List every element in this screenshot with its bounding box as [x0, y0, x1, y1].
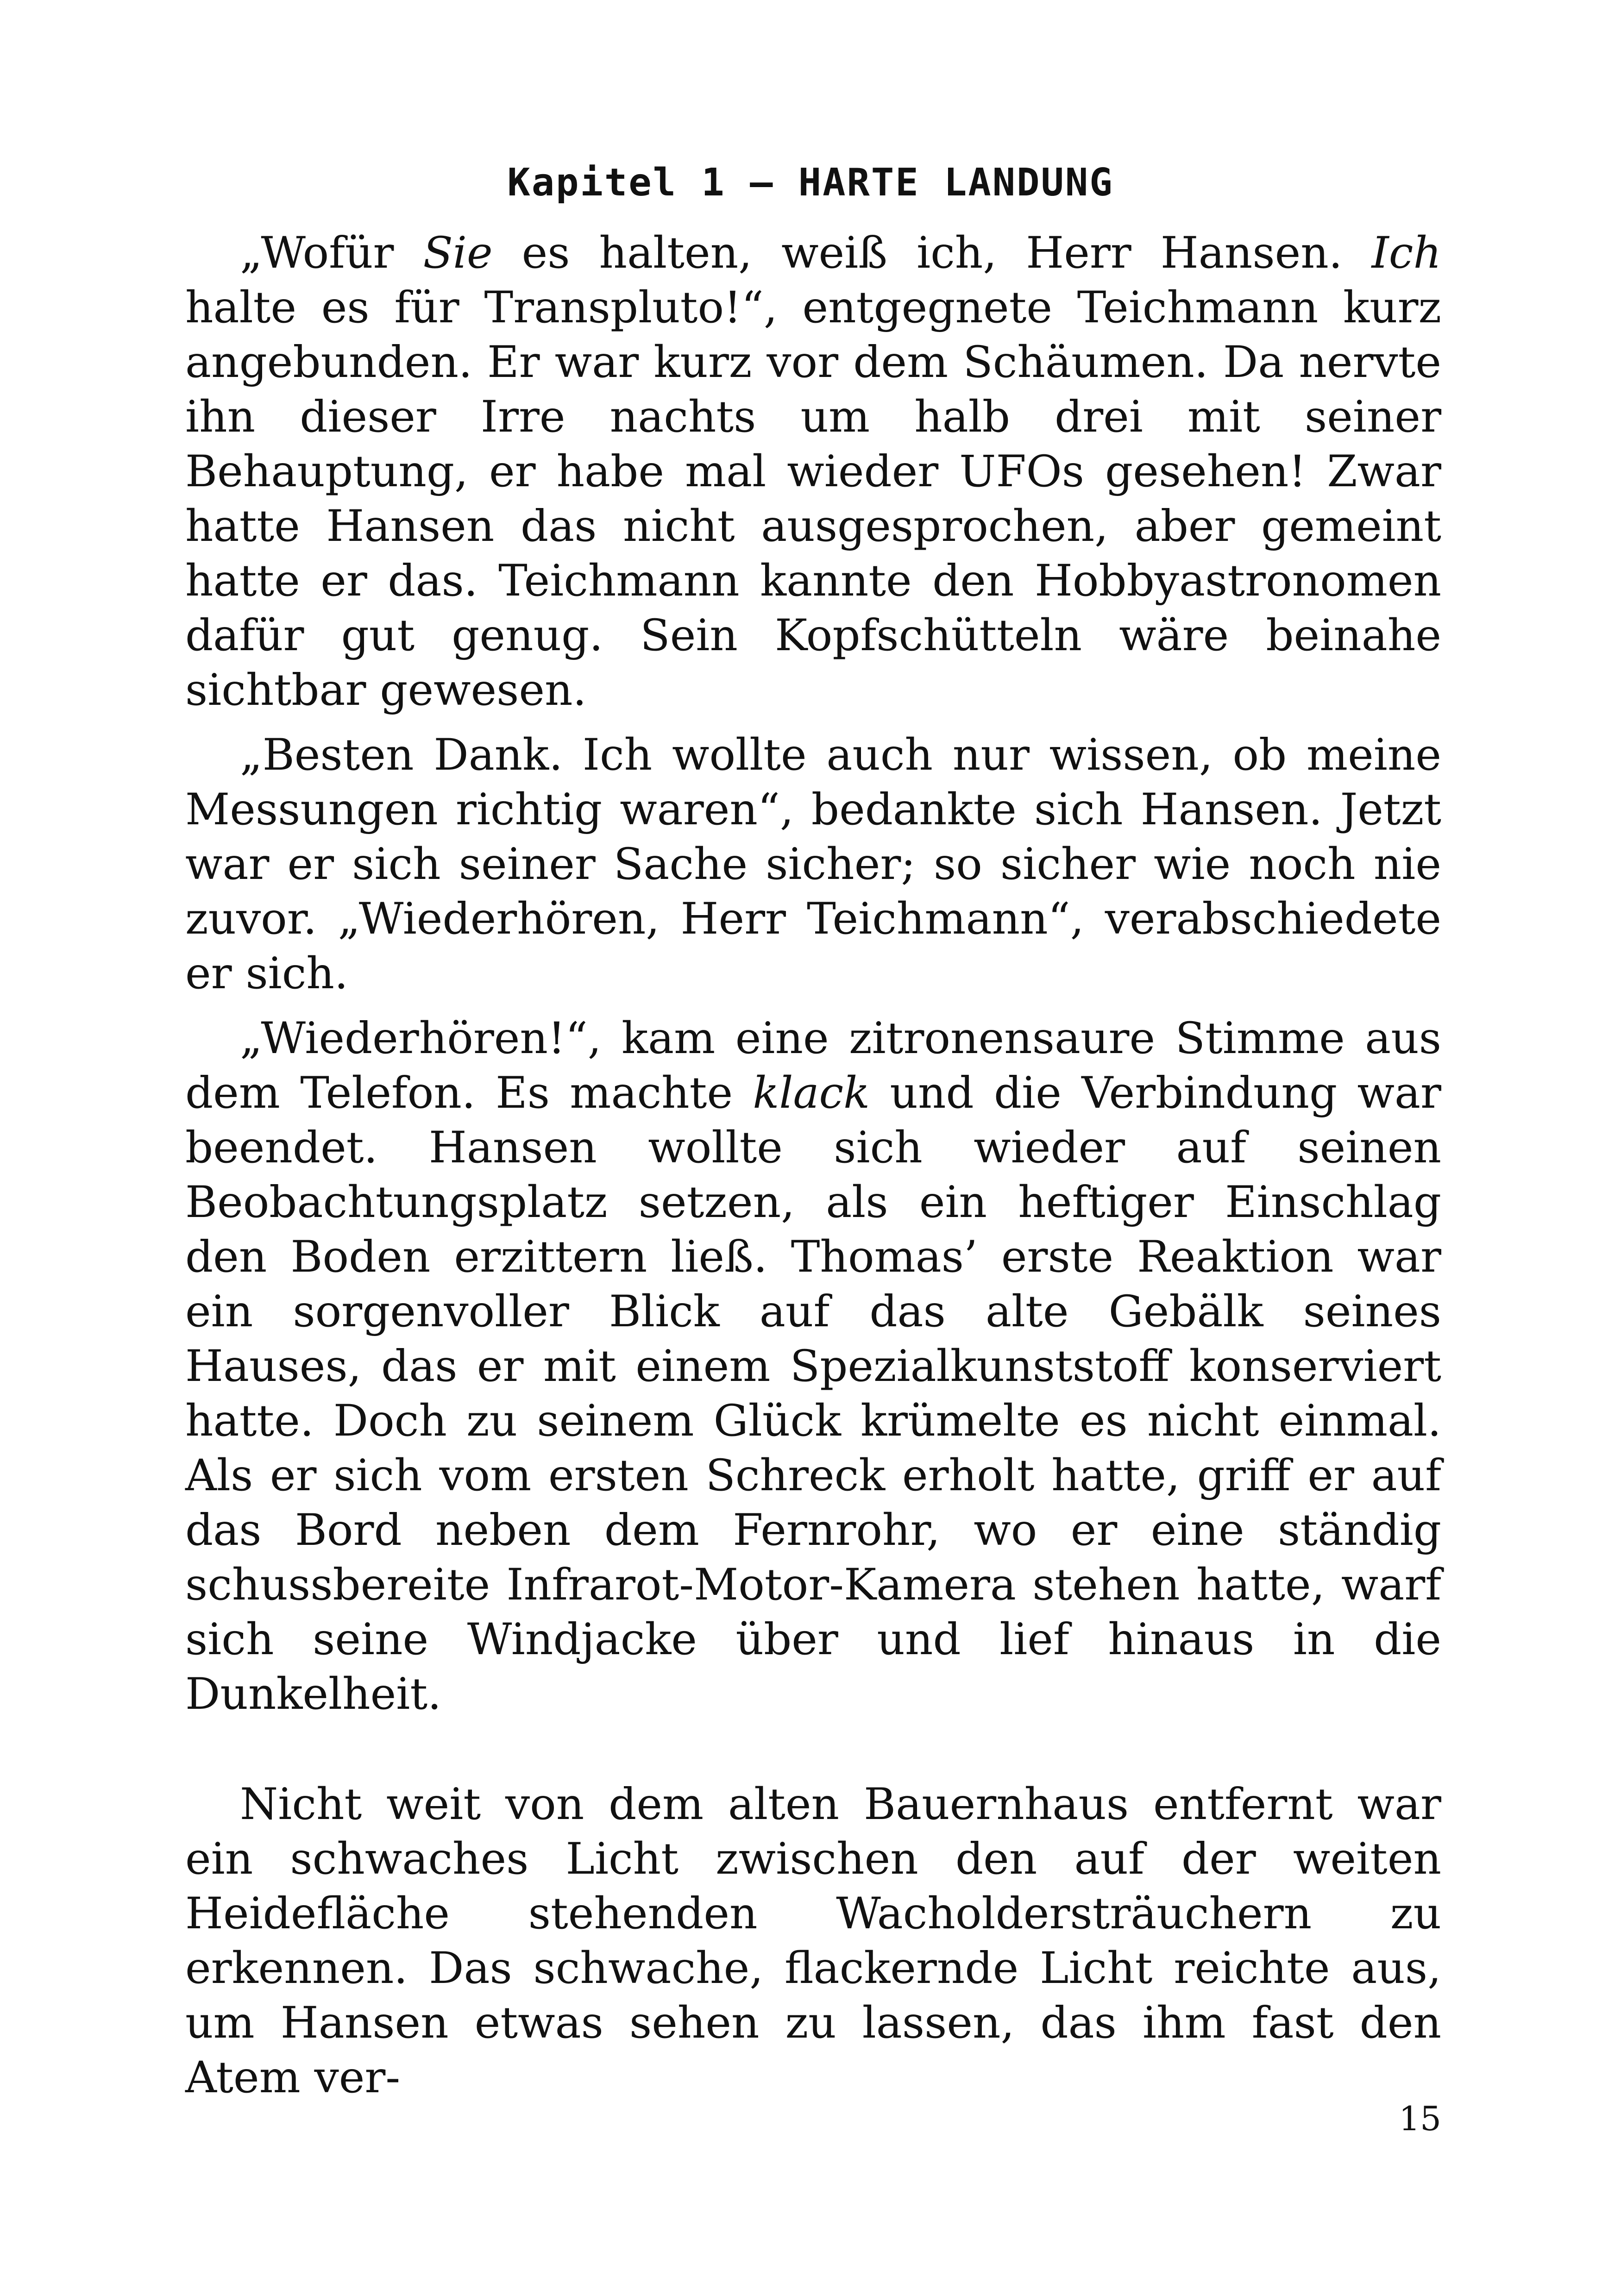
paragraph-1-emphasis-2: Ich: [1371, 228, 1441, 278]
paragraph-3-emphasis-1: klack: [753, 1068, 870, 1118]
paragraph-4: Nicht weit von dem alten Bauernhaus entfernt war ein schwaches Licht zwischen den auf der weiten Heidefläche stehenden Wacholdersträuchern zu erkennen. Das schwache, flackernde Licht reichte aus, um Hansen etwas sehen zu lassen, das ihm fast den Atem ver-: [185, 1779, 1441, 2103]
paragraph-1-part-1: „Wofür: [240, 228, 423, 278]
paragraph-1-part-3: halte es für Transpluto!“, entgegnete Teichmann kurz angebunden. Er war kurz vor dem Schäumen. Da nervte ihn dieser Irre nachts um halb drei mit seiner Behauptung, er habe mal wieder UFOs gesehen! Zwar hatte Hansen das nicht ausgesprochen, aber gemeint hatte er das. Teichmann kannte den Hobbyastronomen dafür gut genug. Sein Kopfschütteln wäre beinahe sichtbar gewesen.: [185, 282, 1441, 715]
paragraph-1-part-2: es halten, weiß ich, Herr Hansen.: [492, 228, 1372, 278]
text-block-main: [185, 226, 1441, 1722]
paragraph-1: [185, 226, 1441, 718]
paragraph-2: „Besten Dank. Ich wollte auch nur wissen, ob meine Messungen richtig waren“, bedankte sich Hansen. Jetzt war er sich seiner Sache sicher; so sicher wie noch nie zuvor. „Wiederhören, Herr Teichmann“, verabschiedete er sich.: [185, 730, 1441, 999]
page-number: 15: [1399, 2099, 1441, 2138]
paragraph-3: [185, 1011, 1441, 1722]
paragraph-3-part-1: „Wiederhören!“, kam eine zitronensaure Stimme aus dem Telefon. Es machte: [185, 1013, 1441, 1118]
text-block-scene-break: [185, 1777, 1441, 2105]
chapter-title: Kapitel 1 – HARTE LANDUNG: [507, 161, 1114, 205]
paragraph-3-part-2: und die Verbindung war beendet. Hansen wollte sich wieder auf seinen Beobachtungsplatz setzen, als ein heftiger Einschlag den Boden erzittern ließ. Thomas’ erste Reaktion war ein sorgenvoller Blick auf das alte Gebälk seines Hauses, das er mit einem Spezialkunststoff konserviert hatte. Doch zu seinem Glück krümelte es nicht einmal. Als er sich vom ersten Schreck erholt hatte, griff er auf das Bord neben dem Fernrohr, wo er eine ständig schussbereite Infrarot-Motor-Kamera stehen hatte, warf sich seine Windjacke über und lief hinaus in die Dunkelheit.: [185, 1068, 1441, 1719]
paragraph-1-emphasis-1: Sie: [423, 228, 493, 278]
